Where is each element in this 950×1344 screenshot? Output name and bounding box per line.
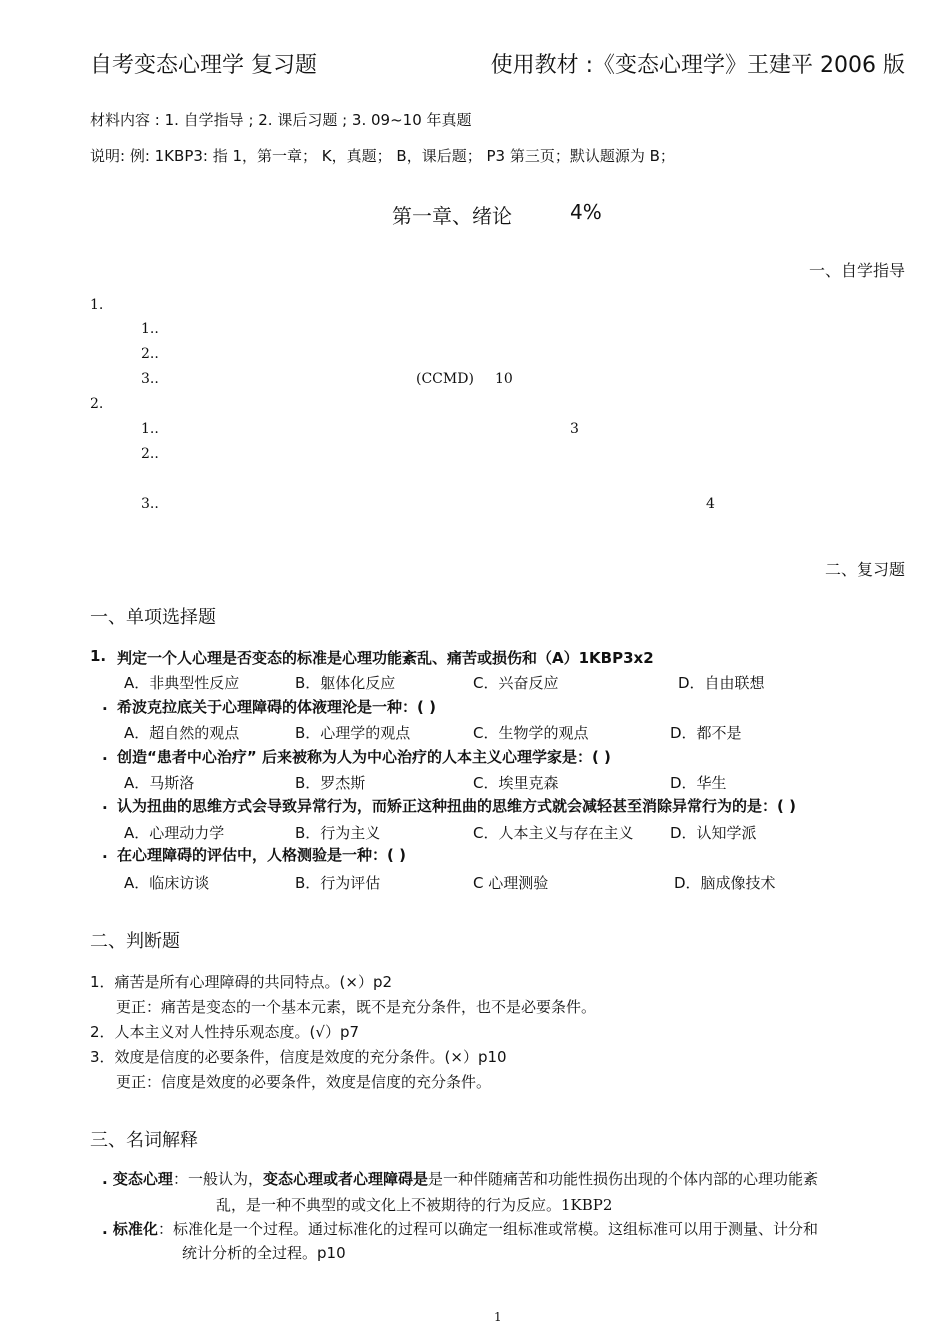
outline-item-2-1: 1..: [141, 421, 159, 437]
mc-q2-option-d: D．都不是: [670, 724, 742, 742]
tf-item-1: 1．痛苦是所有心理障碍的共同特点。(×）p2: [90, 973, 393, 991]
review-heading: 二、复习题: [824, 560, 905, 579]
mc-q4-option-a: A．心理动力学: [124, 824, 225, 842]
explanation-line: 说明: 例: 1KBP3: 指 1，第一章； K，真题； B，课后题； P3 第三页；默认题源为 B；: [90, 147, 675, 165]
mc-q2-text: 希波克拉底关于心理障碍的体液理沦是一种：( ): [117, 698, 436, 716]
outline-number-four: 4: [706, 496, 715, 512]
term-1-text-b: 变态心理或者心理障碍是: [262, 1170, 428, 1188]
mc-q4-option-d: D．认知学派: [670, 824, 757, 842]
textbook-info: 使用教材 :《变态心理学》王建平 2006 版: [490, 53, 905, 78]
mc-q4-option-b: B．行为主义: [295, 824, 381, 842]
mc-q5-option-b: B．行为评估: [295, 874, 381, 892]
page-number: 1: [494, 1310, 502, 1324]
mc-q5-option-c: C 心理测验: [473, 874, 549, 892]
mc-q5-option-d: D．脑成像技术: [674, 874, 776, 892]
term-1-text-a: ：一般认为，: [172, 1170, 263, 1188]
outline-ccmd: (CCMD): [416, 371, 474, 387]
mc-q3-option-c: C．埃里克森: [473, 774, 559, 792]
mc-q3-option-b: B．罗杰斯: [295, 774, 366, 792]
mc-q3-option-d: D．华生: [670, 774, 727, 792]
term-1-line2: 乱，是一种不典型的或文化上不被期待的行为反应。1KBP2: [216, 1196, 613, 1214]
term-1-row: . 变态心理：一般认为，变态心理或者心理障碍是是一种伴随痛苦和功能性损伤出现的个体内部的心理功能紊: [102, 1170, 818, 1188]
term-2-text: ：标准化是一个过程。通过标准化的过程可以确定一组标准或常模。这组标准可以用于测量、计分和: [157, 1220, 818, 1238]
mc-q1-option-a: A．非典型性反应: [124, 674, 240, 692]
term-2-line2: 统计分析的全过程。p10: [182, 1244, 346, 1262]
mc-q1-option-d: D．自由联想: [678, 674, 765, 692]
chapter-weight: 4%: [570, 200, 602, 224]
mc-q5-number: .: [102, 844, 108, 862]
term-1-label: 变态心理: [112, 1170, 173, 1188]
mc-q2-option-a: A．超自然的观点: [124, 724, 240, 742]
term-2-label: 标准化: [112, 1220, 158, 1238]
mc-q1-number: 1.: [90, 647, 107, 665]
materials-line: 材料内容 : 1. 自学指导 ; 2. 课后习题 ; 3. 09~10 年真题: [90, 111, 472, 129]
mc-q1-text: 判定一个人心理是否变态的标准是心理功能紊乱、痛苦或损伤和（A）1KBP3x2: [117, 649, 654, 667]
chapter-title: 第一章、绪论: [392, 204, 512, 228]
terms-heading: 三、名词解释: [90, 1130, 198, 1151]
mc-q5-option-a: A．临床访谈: [124, 874, 210, 892]
outline-item-2: 2.: [90, 396, 104, 412]
mc-q3-number: .: [102, 746, 108, 764]
mc-q3-text: 创造“患者中心治疗” 后来被称为人为中心治疗的人本主义心理学家是：( ): [117, 748, 611, 766]
term-2-row: . 标准化：标准化是一个过程。通过标准化的过程可以确定一组标准或常模。这组标准可以用于测量、计分和: [102, 1220, 818, 1238]
outline-number-three: 3: [570, 421, 579, 437]
outline-item-1: 1.: [90, 297, 104, 313]
mc-q5-text: 在心理障碍的评估中，人格测验是一种：( ): [117, 846, 406, 864]
mc-q4-number: .: [102, 795, 108, 813]
tf-heading: 二、判断题: [90, 931, 180, 952]
outline-item-2-3: 3..: [141, 496, 159, 512]
mc-heading: 一、单项选择题: [90, 607, 216, 628]
tf-correction-3: 更正：信度是效度的必要条件，效度是信度的充分条件。: [116, 1073, 492, 1091]
outline-item-2-2: 2..: [141, 446, 159, 462]
self-study-heading: 一、自学指导: [808, 261, 905, 280]
outline-item-1-2: 2..: [141, 346, 159, 362]
outline-item-1-1: 1..: [141, 321, 159, 337]
mc-q3-option-a: A．马斯洛: [124, 774, 195, 792]
mc-q1-option-c: C．兴奋反应: [473, 674, 559, 692]
mc-q2-option-b: B．心理学的观点: [295, 724, 411, 742]
mc-q4-text: 认为扭曲的思维方式会导致异常行为，而矫正这种扭曲的思维方式就会减轻甚至消除异常行为的是：( ): [117, 797, 796, 815]
mc-q2-number: .: [102, 696, 108, 714]
mc-q2-option-c: C．生物学的观点: [473, 724, 589, 742]
tf-correction-1: 更正：痛苦是变态的一个基本元素，既不是充分条件，也不是必要条件。: [116, 998, 597, 1016]
term-1-text-c: 是一种伴随痛苦和功能性损伤出现的个体内部的心理功能紊: [427, 1170, 818, 1188]
tf-item-3: 3．效度是信度的必要条件，信度是效度的充分条件。(×）p10: [90, 1048, 507, 1066]
document-title: 自考变态心理学 复习题: [90, 53, 317, 78]
mc-q1-option-b: B．躯体化反应: [295, 674, 396, 692]
tf-item-2: 2．人本主义对人性持乐观态度。(√）p7: [90, 1023, 360, 1041]
mc-q4-option-c: C．人本主义与存在主义: [473, 824, 634, 842]
outline-number-ten: 10: [495, 371, 513, 387]
outline-item-1-3: 3..: [141, 371, 159, 387]
